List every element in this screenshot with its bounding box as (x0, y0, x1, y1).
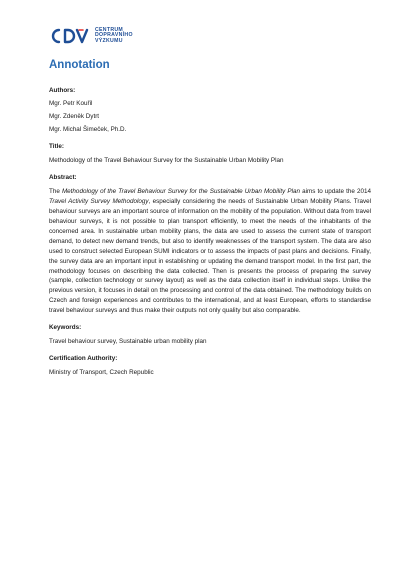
abstract-italic-title: Travel Activity Survey Methodology (49, 197, 149, 205)
author-name: Mgr. Petr Kouřil (49, 100, 93, 108)
certification-section (49, 354, 371, 378)
keywords-section (49, 323, 371, 347)
authors-label: Authors: (49, 87, 76, 94)
abstract-italic-title: Methodology of the Travel Behaviour Survey for the Sustainable Urban Mobility Plan (61, 187, 300, 195)
abstract-label: Abstract: (49, 174, 77, 181)
title-section (49, 142, 371, 166)
abstract-text-part: , especially considering the needs of Sustainable Urban Mobility Plans. Travel behaviour surveys are an important source of information on the mobility of the population. Without data from travel behaviour surveys, it is not possible to plan transport efficiently, to meet the needs of the inhabitants of the concerned area. In sustainable urban mobility plans, the data are used to assess the current state of transport demand, to detect new demand trends, but also to identify weaknesses of the transport system. The data are also used to construct selected European SUMI indicators or to assess the impacts of past plans and decisions. Finally, the survey data are an important input in establishing or updating the demand transport model. In the first part, the methodology focuses on describing the data collected. Then is presents the process of preparing the survey (sample, collection technology or survey layout) as well as the data collection itself in individual steps. Unlike the previous version, it focuses in detail on the processing and control of the data obtained. The methodology builds on Czech and foreign experiences and contributes to the international, and at least European, efforts to standardise travel behaviour surveys and thus make their outputs not only quality but also comparable. (49, 197, 372, 315)
page-title: Annotation (49, 59, 110, 71)
title-value: Methodology of the Travel Behaviour Survey for the Sustainable Urban Mobility Plan (49, 157, 284, 165)
keywords-label: Keywords: (49, 324, 82, 332)
keywords-value: Travel behaviour survey, Sustainable urban mobility plan (49, 338, 207, 346)
abstract-text-part: The (49, 187, 62, 195)
logo-line-2: DOPRAVNÍHO (95, 32, 133, 39)
cdv-logo-mark (49, 27, 91, 45)
abstract-section (49, 173, 371, 316)
certification-label: Certification Authority: (49, 355, 118, 363)
cdv-logo (49, 27, 133, 45)
logo-line-3: VÝZKUMU (95, 37, 123, 44)
authors-section (49, 86, 371, 135)
title-label: Title: (49, 143, 64, 151)
author-name: Mgr. Michal Šimeček, Ph.D. (49, 126, 127, 134)
certification-value: Ministry of Transport, Czech Republic (49, 369, 154, 377)
author-name: Mgr. Zdeněk Dytrt (49, 113, 100, 121)
abstract-text (49, 187, 371, 316)
abstract-text-part: aims to update the 2014 (300, 187, 371, 195)
cdv-logo-text (95, 28, 133, 45)
logo-line-1: CENTRUM (95, 26, 124, 33)
annotation-content (49, 86, 371, 378)
